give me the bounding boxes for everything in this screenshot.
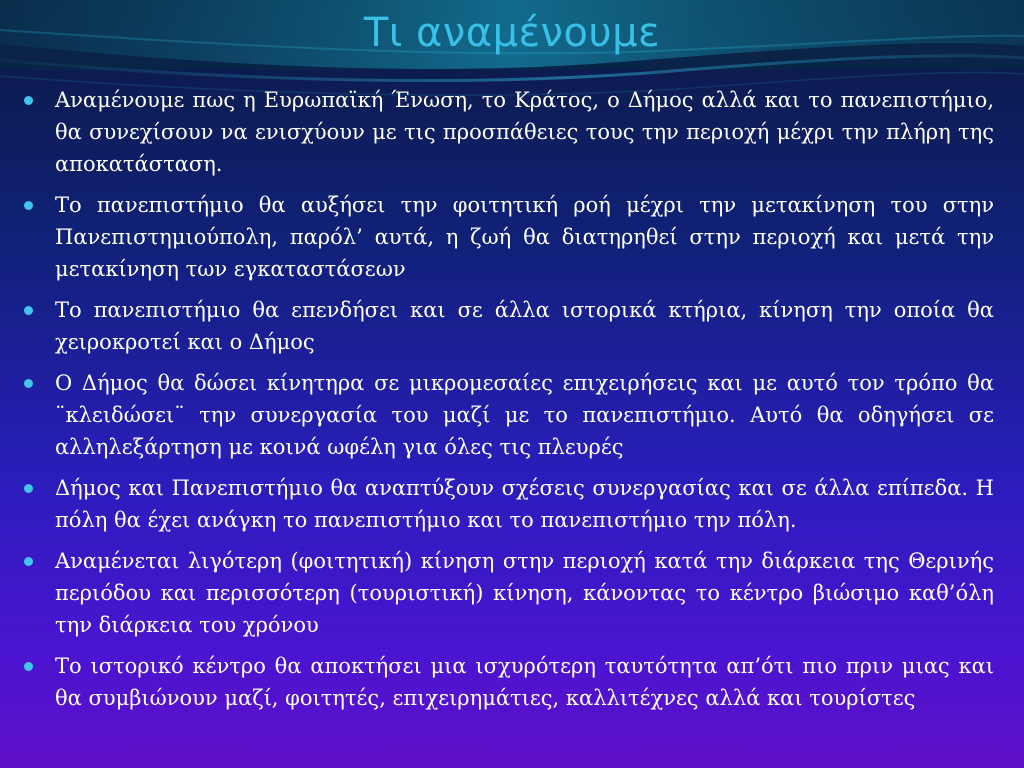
bullet-item [22, 84, 994, 180]
bullet-dot-icon [24, 484, 33, 493]
bullet-text: Αναμένουμε πως η Ευρωπαϊκή Ένωση, το Κράτος, ο Δήμος αλλά και το πανεπιστήμιο, θα συνεχίσουν να ενισχύουν με τις προσπάθειες τους την περιοχή μέχρι την πλήρη της αποκατάσταση. [55, 88, 994, 176]
bullet-list [22, 84, 994, 723]
bullet-dot-icon [24, 96, 33, 105]
bullet-dot-icon [24, 201, 33, 210]
bullet-item [22, 545, 994, 641]
bullet-text: Το πανεπιστήμιο θα αυξήσει την φοιτητική ροή μέχρι την μετακίνηση του στην Πανεπιστημιούπολη, παρόλ’ αυτά, η ζωή θα διατηρηθεί στην περιοχή και μετά την μετακίνηση των εγκαταστάσεων [55, 193, 994, 281]
bullet-item [22, 294, 994, 358]
bullet-item [22, 367, 994, 463]
bullet-dot-icon [24, 306, 33, 315]
bullet-text: Αναμένεται λιγότερη (φοιτητική) κίνηση στην περιοχή κατά την διάρκεια της Θερινής περιόδου και περισσότερη (τουριστική) κίνηση, κάνοντας το κέντρο βιώσιμο καθ’όλη την διάρκεια του χρόνου [55, 549, 994, 637]
slide-title: Τι αναμένουμε [363, 10, 661, 56]
bullet-text: Δήμος και Πανεπιστήμιο θα αναπτύξουν σχέσεις συνεργασίας και σε άλλα επίπεδα. Η πόλη θα έχει ανάγκη το πανεπιστήμιο και το πανεπιστήμιο την πόλη. [55, 476, 994, 532]
bullet-text: Ο Δήμος θα δώσει κίνητηρα σε μικρομεσαίες επιχειρήσεις και με αυτό τον τρόπο θα ¨κλειδώσει¨ την συνεργασία του μαζί με το πανεπιστήμιο. Αυτό θα οδηγήσει σε αλληλεξάρτηση με κοινά ωφέλη για όλες τις πλευρές [55, 371, 994, 459]
bullet-dot-icon [24, 379, 33, 388]
bullet-text: Το ιστορικό κέντρο θα αποκτήσει μια ισχυρότερη ταυτότητα απ’ότι πιο πριν μιας και θα συμβιώνουν μαζί, φοιτητές, επιχειρημάτιες, καλλιτέχνες αλλά και τουρίστες [55, 654, 994, 710]
bullet-item [22, 472, 994, 536]
bullet-item [22, 650, 994, 714]
bullet-dot-icon [24, 557, 33, 566]
bullet-dot-icon [24, 662, 33, 671]
bullet-text: Το πανεπιστήμιο θα επενδήσει και σε άλλα ιστορικά κτήρια, κίνηση την οποία θα χειροκροτεί και ο Δήμος [55, 298, 994, 354]
bullet-item [22, 189, 994, 285]
